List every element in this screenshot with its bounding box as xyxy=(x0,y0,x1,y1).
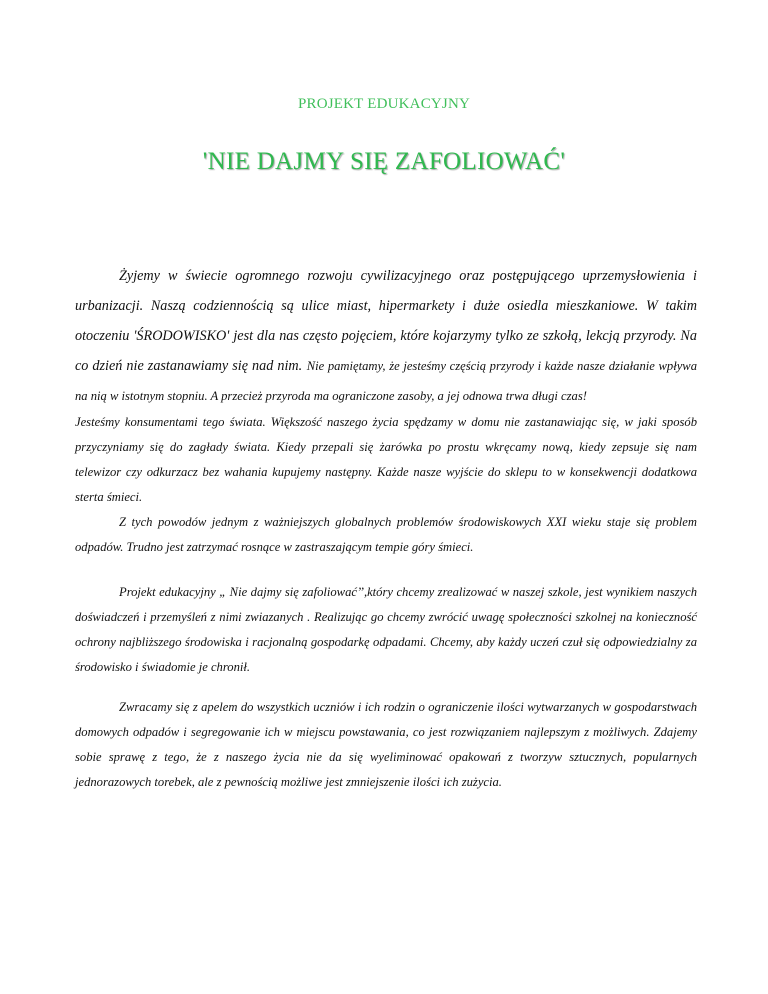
document-title: 'NIE DAJMY SIĘ ZAFOLIOWAĆ' xyxy=(202,148,566,175)
intro-paragraph-small: Nie pamiętamy, że jesteśmy częścią przyrody i każde nasze działanie wpływa na nią w istotnym stopniu. A przecież przyroda ma ograniczone zasoby, a jej odnowa trwa długi czas! xyxy=(75,359,697,403)
intro-section xyxy=(75,261,697,510)
consumers-paragraph: Jesteśmy konsumentami tego świata. Większość naszego życia spędzamy w domu nie zastanawiając się, w jaki sposób przyczyniamy się do zagłady świata. Kiedy przepali się żarówka po prostu wkręcamy nową, kiedy zepsuje się nam telewizor czy odkurzacz bez wahania kupujemy następny. Każde nasze wyjście do sklepu to w konsekwencji dodatkowa sterta śmieci. xyxy=(75,415,697,504)
appeal-paragraph: Zwracamy się z apelem do wszystkich uczniów i ich rodzin o ograniczenie ilości wytwarzanych w gospodarstwach domowych odpadów i segregowanie ich w miejscu powstawania, co jest rozwiązaniem najlepszym z możliwych. Zdajemy sobie sprawę z tego, że z naszego życia nie da się wyeliminować opakowań z tworzyw sztucznych, popularnych jednorazowych torebek, ale z pewnością możliwe jest zmniejszenie ilości ich zużycia. xyxy=(75,700,697,789)
project-description-paragraph: Projekt edukacyjny „ Nie dajmy się zafoliować’’,który chcemy zrealizować w naszej szkole, jest wynikiem naszych doświadczeń i przemyśleń z nimi zwiazanych . Realizując go chcemy zwrócić uwagę społeczności szkolnej na konieczność ochrony najbliższego środowiska i racjonalną gospodarkę odpadami. Chcemy, aby każdy uczeń czuł się odpowiedzialny za środowisko i świadomie je chronił. xyxy=(75,585,697,674)
intro-paragraph-large: Żyjemy w świecie ogromnego rozwoju cywilizacyjnego oraz postępującego uprzemysłowienia i urbanizacji. Naszą codziennością są ulice miast, hipermarkety i duże osiedla mieszkaniowe. W takim otoczeniu 'ŚRODOWISKO' jest dla nas często pojęciem, które kojarzymy tylko ze szkołą, lekcją przyrody. Na co dzień nie zastanawiamy się nad nim. xyxy=(75,268,697,374)
waste-problem-paragraph: Z tych powodów jednym z ważniejszych globalnych problemów środowiskowych XXI wieku staje się problem odpadów. Trudno jest zatrzymać rosnące w zastraszającym tempie góry śmieci. xyxy=(75,515,697,554)
intro-paragraph xyxy=(75,261,697,410)
document-subtitle: PROJEKT EDUKACYJNY xyxy=(297,96,471,112)
